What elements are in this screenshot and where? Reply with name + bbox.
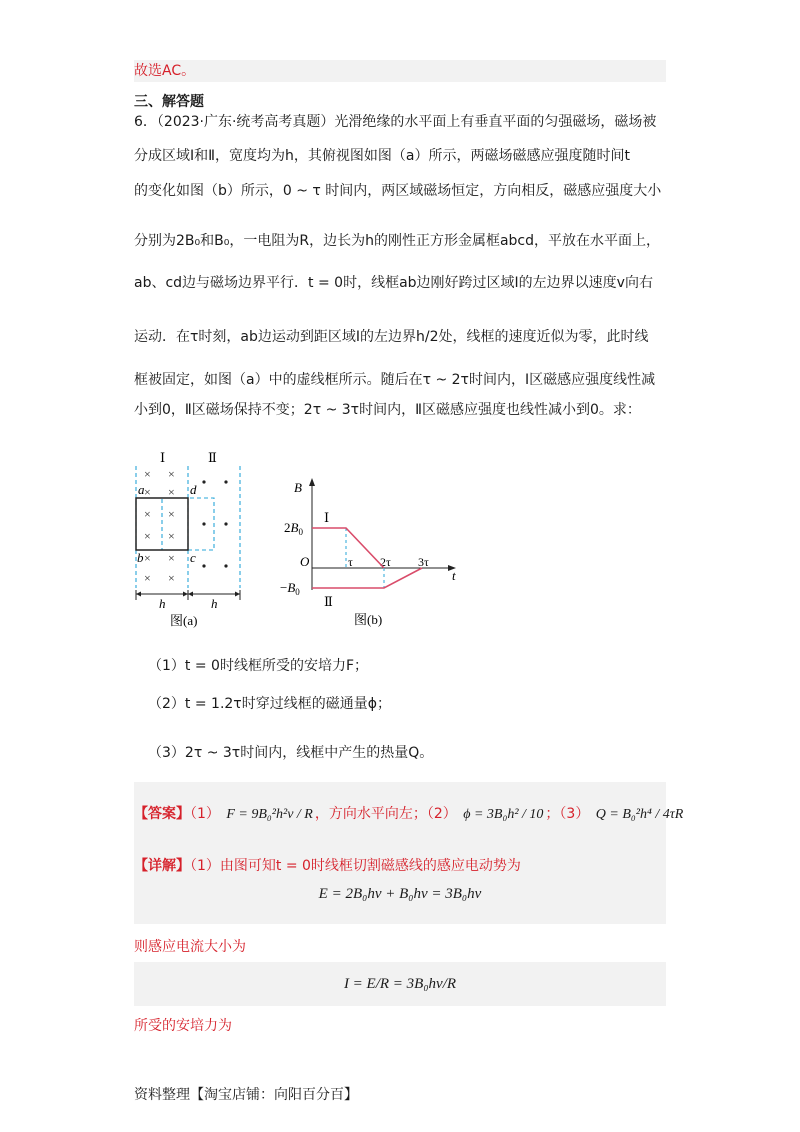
answer-part-3: （3） xyxy=(559,806,590,822)
answer-formula-1: F = 9B₀²h²v / R xyxy=(226,807,313,822)
question-line: 小到0，Ⅱ区磁场保持不变；2τ ~ 3τ时间内，Ⅱ区磁感应强度也线性减小到0。求： xyxy=(134,402,641,418)
curve-label-i: Ⅰ xyxy=(324,510,330,525)
svg-text:×: × xyxy=(144,571,151,585)
question-line: 分别为2B₀和B₀，一电阻为R，边长为h的刚性正方形金属框abcd，平放在水平面上， xyxy=(134,233,660,249)
explain-row xyxy=(134,856,521,876)
figure-a-caption: 图(a) xyxy=(170,613,198,628)
svg-text:×: × xyxy=(144,507,151,521)
x-tick-tau: τ xyxy=(348,555,353,569)
svg-text:×: × xyxy=(168,571,175,585)
sub-question-number: （3） xyxy=(148,745,185,761)
svg-text:×: × xyxy=(168,485,175,499)
sub-question-3 xyxy=(148,743,433,763)
explain-text-1: （1）由图可知t = 0时线框切割磁感线的感应电动势为 xyxy=(190,858,521,874)
figure-a xyxy=(126,448,256,630)
svg-text:×: × xyxy=(144,529,151,543)
axis-y-label: B xyxy=(294,480,302,495)
figure-b xyxy=(276,470,466,632)
x-tick-3tau: 3τ xyxy=(418,555,429,569)
answer-tag: 【答案】 xyxy=(134,806,190,822)
sub-question-text: t = 1.2τ时穿过线框的磁通量ϕ； xyxy=(184,696,391,712)
equation-emf: E = 2B₀hv + B₀hv = 3B₀hv xyxy=(318,886,482,902)
svg-text:×: × xyxy=(144,551,151,565)
vertex-d: d xyxy=(190,482,197,497)
explain-tag: 【详解】 xyxy=(134,858,190,874)
svg-text:×: × xyxy=(168,507,175,521)
answer-formula-2: ϕ = 3B₀h² / 10 xyxy=(463,807,544,822)
origin-label: O xyxy=(300,554,310,569)
sub-question-number: （1） xyxy=(148,658,185,674)
x-tick-2tau: 2τ xyxy=(380,555,391,569)
region-ii-label: Ⅱ xyxy=(208,450,217,465)
width-label-h: h xyxy=(211,596,218,611)
answer-row xyxy=(134,796,683,833)
explain-text-2: 则感应电流大小为 xyxy=(134,939,246,955)
sub-question-number: （2） xyxy=(148,696,185,712)
svg-text:×: × xyxy=(144,467,151,481)
top-answer-band xyxy=(134,60,666,82)
region-i-label: Ⅰ xyxy=(160,450,166,465)
figure-b-caption: 图(b) xyxy=(354,612,383,627)
answer-part-2: （2） xyxy=(426,806,457,822)
vertex-a: a xyxy=(138,482,145,497)
y-tick-2b0: $2B_0$ xyxy=(284,520,303,537)
sub-question-2 xyxy=(148,694,391,714)
svg-text:×: × xyxy=(144,485,151,499)
answer-separator: ； xyxy=(545,806,560,822)
curve-region-ii xyxy=(312,568,422,588)
footer: 资料整理【淘宝店铺：向阳百分百】 xyxy=(134,1087,358,1103)
question-line: 运动．在τ时刻，ab边运动到距区域Ⅰ的左边界h/2处，线框的速度近似为零，此时线 xyxy=(134,329,649,345)
sub-question-text: 2τ ~ 3τ时间内，线框中产生的热量Q。 xyxy=(184,745,434,761)
axis-x-label: t xyxy=(452,568,456,583)
answer-part-1: （1） xyxy=(190,806,220,822)
equation-current: I = E/R = 3B₀hv/R xyxy=(343,976,457,992)
question-line: 6．（2023·广东·统考高考真题）光滑绝缘的水平面上有垂直平面的匀强磁场，磁场被 xyxy=(134,114,657,130)
curve-label-ii: Ⅱ xyxy=(324,594,333,609)
section-heading: 三、解答题 xyxy=(134,94,204,110)
width-label-h: h xyxy=(159,596,166,611)
svg-text:×: × xyxy=(168,467,175,481)
y-tick-neg-b0: $-B_0$ xyxy=(280,580,300,597)
sub-question-1 xyxy=(148,656,368,676)
vertex-c: c xyxy=(190,550,196,565)
top-answer: 故选AC。 xyxy=(134,63,196,79)
answer-direction: ，方向水平向左； xyxy=(314,806,427,822)
explain-text-3: 所受的安培力为 xyxy=(134,1018,232,1034)
question-line: 分成区域Ⅰ和Ⅱ，宽度均为h，其俯视图如图（a）所示，两磁场磁感应强度随时间t xyxy=(134,148,630,164)
question-line: 的变化如图（b）所示，0 ~ τ 时间内，两区域磁场恒定，方向相反，磁感应强度大小 xyxy=(134,183,662,199)
vertex-b: b xyxy=(137,550,144,565)
question-line: 框被固定，如图（a）中的虚线框所示。随后在τ ~ 2τ时间内，Ⅰ区磁感应强度线性减 xyxy=(134,372,656,388)
answer-formula-3: Q = B₀²h⁴ / 4τR xyxy=(595,807,684,822)
svg-text:×: × xyxy=(168,551,175,565)
svg-text:×: × xyxy=(168,529,175,543)
question-line: ab、cd边与磁场边界平行．t = 0时，线框ab边刚好跨过区域Ⅰ的左边界以速度v向右 xyxy=(134,275,653,291)
sub-question-text: t = 0时线框所受的安培力F； xyxy=(184,658,369,674)
